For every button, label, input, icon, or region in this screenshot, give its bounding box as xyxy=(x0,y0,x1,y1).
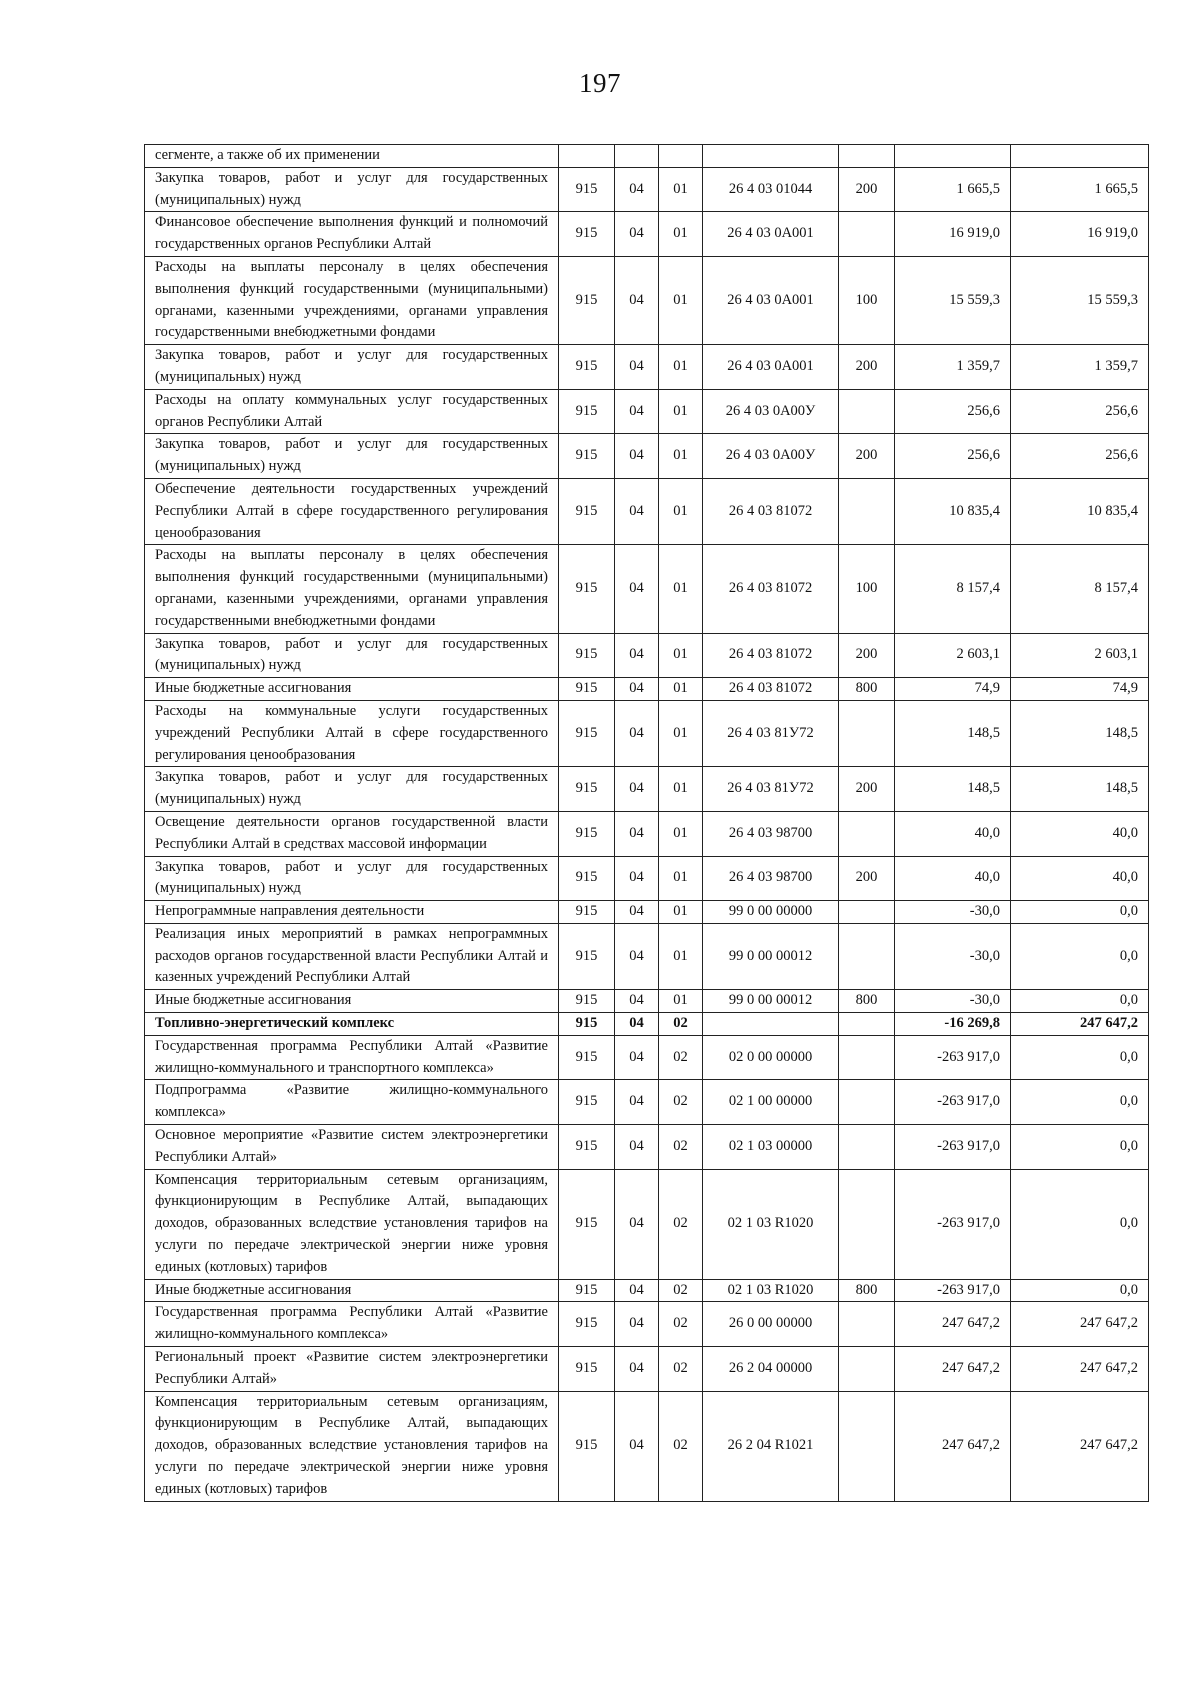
expense-type-cell xyxy=(839,811,895,856)
row-name-cell: Расходы на коммунальные услуги государственных учреждений Республики Алтай в сфере государственного регулирования ценообразования xyxy=(145,700,559,766)
ministry-code-cell: 915 xyxy=(559,633,615,678)
target-article-cell: 26 2 04 R1021 xyxy=(703,1391,839,1501)
subsection-code-cell: 01 xyxy=(659,212,703,257)
row-name-cell: Подпрограмма «Развитие жилищно-коммунального комплекса» xyxy=(145,1080,559,1125)
ministry-code-cell: 915 xyxy=(559,856,615,901)
row-name-cell: Освещение деятельности органов государственной власти Республики Алтай в средствах массовой информации xyxy=(145,811,559,856)
expense-type-cell xyxy=(839,1013,895,1036)
table-row xyxy=(145,478,1149,544)
amount-total-cell: 148,5 xyxy=(1011,700,1149,766)
table-row xyxy=(145,700,1149,766)
subsection-code-cell: 01 xyxy=(659,345,703,390)
amount-total-cell: 148,5 xyxy=(1011,767,1149,812)
ministry-code-cell: 915 xyxy=(559,1035,615,1080)
amount-change-cell: -30,0 xyxy=(895,990,1011,1013)
row-name-cell: Финансовое обеспечение выполнения функций и полномочий государственных органов Республики Алтай xyxy=(145,212,559,257)
expense-type-cell xyxy=(839,1080,895,1125)
section-code-cell: 04 xyxy=(615,1125,659,1170)
target-article-cell: 26 4 03 81072 xyxy=(703,478,839,544)
target-article-cell: 02 1 03 00000 xyxy=(703,1125,839,1170)
expense-type-cell: 200 xyxy=(839,345,895,390)
expense-type-cell: 100 xyxy=(839,256,895,344)
amount-change-cell: 10 835,4 xyxy=(895,478,1011,544)
subsection-code-cell: 02 xyxy=(659,1080,703,1125)
amount-change-cell xyxy=(895,145,1011,168)
amount-change-cell: 74,9 xyxy=(895,678,1011,701)
subsection-code-cell: 01 xyxy=(659,923,703,989)
table-row xyxy=(145,1169,1149,1279)
amount-total-cell: 40,0 xyxy=(1011,811,1149,856)
ministry-code-cell: 915 xyxy=(559,1125,615,1170)
table-row xyxy=(145,1302,1149,1347)
ministry-code-cell: 915 xyxy=(559,256,615,344)
table-row xyxy=(145,990,1149,1013)
row-name-cell: Государственная программа Республики Алтай «Развитие жилищно-коммунального комплекса» xyxy=(145,1302,559,1347)
expense-type-cell xyxy=(839,923,895,989)
row-name-cell: Компенсация территориальным сетевым организациям, функционирующим в Республике Алтай, выпадающих доходов, образованных вследствие установления тарифов на услуги по передаче электрической энергии ниже уровня единых (котловых) тарифов xyxy=(145,1391,559,1501)
table-row xyxy=(145,1080,1149,1125)
row-name-cell: Компенсация территориальным сетевым организациям, функционирующим в Республике Алтай, выпадающих доходов, образованных вследствие установления тарифов на услуги по передаче электрической энергии ниже уровня единых (котловых) тарифов xyxy=(145,1169,559,1279)
amount-total-cell: 0,0 xyxy=(1011,1125,1149,1170)
row-name-cell: Топливно-энергетический комплекс xyxy=(145,1013,559,1036)
row-name-cell: Обеспечение деятельности государственных учреждений Республики Алтай в сфере государственного регулирования ценообразования xyxy=(145,478,559,544)
amount-total-cell: 247 647,2 xyxy=(1011,1391,1149,1501)
amount-change-cell: 15 559,3 xyxy=(895,256,1011,344)
row-name-cell: Основное мероприятие «Развитие систем электроэнергетики Республики Алтай» xyxy=(145,1125,559,1170)
row-name-cell: Иные бюджетные ассигнования xyxy=(145,678,559,701)
amount-total-cell: 256,6 xyxy=(1011,434,1149,479)
target-article-cell: 26 4 03 98700 xyxy=(703,811,839,856)
row-name-cell: Непрограммные направления деятельности xyxy=(145,901,559,924)
section-code-cell: 04 xyxy=(615,856,659,901)
table-row xyxy=(145,1347,1149,1392)
expense-type-cell xyxy=(839,1347,895,1392)
amount-total-cell: 15 559,3 xyxy=(1011,256,1149,344)
expense-type-cell: 800 xyxy=(839,990,895,1013)
expense-type-cell: 200 xyxy=(839,633,895,678)
section-code-cell: 04 xyxy=(615,389,659,434)
row-name-cell: Расходы на выплаты персоналу в целях обеспечения выполнения функций государственными (муниципальными) органами, казенными учреждениями, органами управления государственными внебюджетными фондами xyxy=(145,545,559,633)
table-row xyxy=(145,145,1149,168)
section-code-cell: 04 xyxy=(615,1302,659,1347)
subsection-code-cell: 01 xyxy=(659,434,703,479)
amount-total-cell: 2 603,1 xyxy=(1011,633,1149,678)
expense-type-cell xyxy=(839,1125,895,1170)
section-code-cell: 04 xyxy=(615,478,659,544)
section-code-cell: 04 xyxy=(615,811,659,856)
row-name-cell: Региональный проект «Развитие систем электроэнергетики Республики Алтай» xyxy=(145,1347,559,1392)
expense-type-cell xyxy=(839,1391,895,1501)
table-row xyxy=(145,167,1149,212)
ministry-code-cell: 915 xyxy=(559,990,615,1013)
target-article-cell: 99 0 00 00000 xyxy=(703,901,839,924)
amount-total-cell: 0,0 xyxy=(1011,990,1149,1013)
ministry-code-cell: 915 xyxy=(559,1169,615,1279)
section-code-cell: 04 xyxy=(615,1013,659,1036)
table-row xyxy=(145,1035,1149,1080)
amount-total-cell: 247 647,2 xyxy=(1011,1302,1149,1347)
expense-type-cell: 800 xyxy=(839,1279,895,1302)
amount-change-cell: 40,0 xyxy=(895,856,1011,901)
ministry-code-cell: 915 xyxy=(559,1347,615,1392)
subsection-code-cell: 02 xyxy=(659,1035,703,1080)
amount-change-cell: 1 359,7 xyxy=(895,345,1011,390)
amount-change-cell: -30,0 xyxy=(895,901,1011,924)
section-code-cell: 04 xyxy=(615,700,659,766)
row-name-cell: Закупка товаров, работ и услуг для государственных (муниципальных) нужд xyxy=(145,167,559,212)
ministry-code-cell: 915 xyxy=(559,1279,615,1302)
subsection-code-cell: 01 xyxy=(659,633,703,678)
table-row xyxy=(145,389,1149,434)
expense-type-cell: 800 xyxy=(839,678,895,701)
amount-total-cell: 0,0 xyxy=(1011,1279,1149,1302)
row-name-cell: Закупка товаров, работ и услуг для государственных (муниципальных) нужд xyxy=(145,856,559,901)
target-article-cell: 26 4 03 81У72 xyxy=(703,700,839,766)
amount-change-cell: 2 603,1 xyxy=(895,633,1011,678)
ministry-code-cell: 915 xyxy=(559,389,615,434)
amount-change-cell: 247 647,2 xyxy=(895,1391,1011,1501)
subsection-code-cell: 01 xyxy=(659,167,703,212)
section-code-cell: 04 xyxy=(615,256,659,344)
table-row xyxy=(145,256,1149,344)
section-code-cell: 04 xyxy=(615,434,659,479)
target-article-cell: 26 4 03 81У72 xyxy=(703,767,839,812)
amount-change-cell: 247 647,2 xyxy=(895,1347,1011,1392)
table-row xyxy=(145,811,1149,856)
section-code-cell: 04 xyxy=(615,678,659,701)
target-article-cell: 26 4 03 0А001 xyxy=(703,212,839,257)
table-row xyxy=(145,767,1149,812)
subsection-code-cell: 02 xyxy=(659,1125,703,1170)
expense-type-cell xyxy=(839,1035,895,1080)
subsection-code-cell: 01 xyxy=(659,990,703,1013)
row-name-cell: Закупка товаров, работ и услуг для государственных (муниципальных) нужд xyxy=(145,345,559,390)
amount-change-cell: 1 665,5 xyxy=(895,167,1011,212)
expense-type-cell xyxy=(839,1302,895,1347)
subsection-code-cell: 02 xyxy=(659,1013,703,1036)
table-row xyxy=(145,856,1149,901)
section-code-cell: 04 xyxy=(615,923,659,989)
amount-total-cell: 10 835,4 xyxy=(1011,478,1149,544)
ministry-code-cell: 915 xyxy=(559,545,615,633)
table-row xyxy=(145,1125,1149,1170)
amount-total-cell: 8 157,4 xyxy=(1011,545,1149,633)
section-code-cell: 04 xyxy=(615,167,659,212)
ministry-code-cell xyxy=(559,145,615,168)
table-row xyxy=(145,923,1149,989)
target-article-cell: 99 0 00 00012 xyxy=(703,923,839,989)
row-name-cell: Расходы на оплату коммунальных услуг государственных органов Республики Алтай xyxy=(145,389,559,434)
target-article-cell: 26 4 03 81072 xyxy=(703,633,839,678)
ministry-code-cell: 915 xyxy=(559,167,615,212)
amount-total-cell: 0,0 xyxy=(1011,1080,1149,1125)
section-code-cell: 04 xyxy=(615,990,659,1013)
row-name-cell: Государственная программа Республики Алтай «Развитие жилищно-коммунального и транспортного комплекса» xyxy=(145,1035,559,1080)
subsection-code-cell: 01 xyxy=(659,478,703,544)
table-row xyxy=(145,545,1149,633)
subsection-code-cell: 01 xyxy=(659,545,703,633)
table-row xyxy=(145,1013,1149,1036)
expense-type-cell: 200 xyxy=(839,434,895,479)
section-code-cell: 04 xyxy=(615,1080,659,1125)
amount-change-cell: 148,5 xyxy=(895,700,1011,766)
amount-total-cell: 0,0 xyxy=(1011,1169,1149,1279)
budget-table xyxy=(144,144,1149,1502)
amount-total-cell: 0,0 xyxy=(1011,923,1149,989)
amount-total-cell: 247 647,2 xyxy=(1011,1347,1149,1392)
amount-change-cell: -30,0 xyxy=(895,923,1011,989)
section-code-cell: 04 xyxy=(615,1169,659,1279)
subsection-code-cell: 01 xyxy=(659,389,703,434)
target-article-cell: 26 4 03 0А001 xyxy=(703,345,839,390)
expense-type-cell xyxy=(839,901,895,924)
section-code-cell: 04 xyxy=(615,345,659,390)
ministry-code-cell: 915 xyxy=(559,1302,615,1347)
table-row xyxy=(145,633,1149,678)
subsection-code-cell: 01 xyxy=(659,678,703,701)
section-code-cell: 04 xyxy=(615,633,659,678)
amount-total-cell: 0,0 xyxy=(1011,901,1149,924)
ministry-code-cell: 915 xyxy=(559,923,615,989)
target-article-cell: 26 4 03 0А001 xyxy=(703,256,839,344)
ministry-code-cell: 915 xyxy=(559,811,615,856)
section-code-cell: 04 xyxy=(615,212,659,257)
amount-change-cell: -263 917,0 xyxy=(895,1169,1011,1279)
row-name-cell: сегменте, а также об их применении xyxy=(145,145,559,168)
table-row xyxy=(145,212,1149,257)
ministry-code-cell: 915 xyxy=(559,478,615,544)
row-name-cell: Закупка товаров, работ и услуг для государственных (муниципальных) нужд xyxy=(145,434,559,479)
row-name-cell: Закупка товаров, работ и услуг для государственных (муниципальных) нужд xyxy=(145,767,559,812)
amount-total-cell: 1 665,5 xyxy=(1011,167,1149,212)
table-body xyxy=(145,145,1149,1502)
subsection-code-cell: 01 xyxy=(659,700,703,766)
target-article-cell: 02 1 03 R1020 xyxy=(703,1279,839,1302)
ministry-code-cell: 915 xyxy=(559,345,615,390)
target-article-cell: 26 4 03 0А00У xyxy=(703,389,839,434)
ministry-code-cell: 915 xyxy=(559,678,615,701)
subsection-code-cell: 02 xyxy=(659,1169,703,1279)
subsection-code-cell: 02 xyxy=(659,1279,703,1302)
subsection-code-cell: 01 xyxy=(659,767,703,812)
amount-change-cell: 247 647,2 xyxy=(895,1302,1011,1347)
target-article-cell: 26 2 04 00000 xyxy=(703,1347,839,1392)
expense-type-cell xyxy=(839,212,895,257)
row-name-cell: Реализация иных мероприятий в рамках непрограммных расходов органов государственной власти Республики Алтай и казенных учреждений Республики Алтай xyxy=(145,923,559,989)
amount-change-cell: -263 917,0 xyxy=(895,1035,1011,1080)
subsection-code-cell: 01 xyxy=(659,901,703,924)
expense-type-cell xyxy=(839,1169,895,1279)
amount-total-cell: 256,6 xyxy=(1011,389,1149,434)
ministry-code-cell: 915 xyxy=(559,901,615,924)
ministry-code-cell: 915 xyxy=(559,212,615,257)
expense-type-cell xyxy=(839,700,895,766)
amount-change-cell: 256,6 xyxy=(895,434,1011,479)
table-row xyxy=(145,1391,1149,1501)
amount-change-cell: 148,5 xyxy=(895,767,1011,812)
ministry-code-cell: 915 xyxy=(559,1080,615,1125)
expense-type-cell: 200 xyxy=(839,767,895,812)
amount-change-cell: -16 269,8 xyxy=(895,1013,1011,1036)
amount-total-cell xyxy=(1011,145,1149,168)
table-row xyxy=(145,901,1149,924)
row-name-cell: Иные бюджетные ассигнования xyxy=(145,1279,559,1302)
table-row xyxy=(145,345,1149,390)
amount-change-cell: -263 917,0 xyxy=(895,1125,1011,1170)
amount-change-cell: 40,0 xyxy=(895,811,1011,856)
amount-total-cell: 247 647,2 xyxy=(1011,1013,1149,1036)
amount-change-cell: 8 157,4 xyxy=(895,545,1011,633)
target-article-cell xyxy=(703,1013,839,1036)
table-row xyxy=(145,434,1149,479)
section-code-cell: 04 xyxy=(615,1391,659,1501)
subsection-code-cell: 02 xyxy=(659,1391,703,1501)
target-article-cell: 02 1 00 00000 xyxy=(703,1080,839,1125)
section-code-cell: 04 xyxy=(615,1035,659,1080)
page-number: 197 xyxy=(579,68,621,98)
expense-type-cell xyxy=(839,478,895,544)
amount-total-cell: 16 919,0 xyxy=(1011,212,1149,257)
expense-type-cell: 100 xyxy=(839,545,895,633)
expense-type-cell xyxy=(839,389,895,434)
target-article-cell: 26 4 03 98700 xyxy=(703,856,839,901)
table-row xyxy=(145,1279,1149,1302)
subsection-code-cell: 01 xyxy=(659,256,703,344)
subsection-code-cell: 01 xyxy=(659,856,703,901)
section-code-cell: 04 xyxy=(615,901,659,924)
section-code-cell xyxy=(615,145,659,168)
amount-total-cell: 0,0 xyxy=(1011,1035,1149,1080)
expense-type-cell: 200 xyxy=(839,856,895,901)
subsection-code-cell: 01 xyxy=(659,811,703,856)
amount-total-cell: 74,9 xyxy=(1011,678,1149,701)
amount-total-cell: 1 359,7 xyxy=(1011,345,1149,390)
amount-change-cell: -263 917,0 xyxy=(895,1080,1011,1125)
amount-change-cell: -263 917,0 xyxy=(895,1279,1011,1302)
expense-type-cell xyxy=(839,145,895,168)
ministry-code-cell: 915 xyxy=(559,434,615,479)
ministry-code-cell: 915 xyxy=(559,1013,615,1036)
amount-change-cell: 16 919,0 xyxy=(895,212,1011,257)
section-code-cell: 04 xyxy=(615,545,659,633)
subsection-code-cell: 02 xyxy=(659,1302,703,1347)
subsection-code-cell: 02 xyxy=(659,1347,703,1392)
target-article-cell: 02 1 03 R1020 xyxy=(703,1169,839,1279)
amount-total-cell: 40,0 xyxy=(1011,856,1149,901)
section-code-cell: 04 xyxy=(615,767,659,812)
ministry-code-cell: 915 xyxy=(559,1391,615,1501)
target-article-cell: 26 4 03 01044 xyxy=(703,167,839,212)
amount-change-cell: 256,6 xyxy=(895,389,1011,434)
row-name-cell: Иные бюджетные ассигнования xyxy=(145,990,559,1013)
target-article-cell: 99 0 00 00012 xyxy=(703,990,839,1013)
target-article-cell: 02 0 00 00000 xyxy=(703,1035,839,1080)
table-row xyxy=(145,678,1149,701)
target-article-cell: 26 4 03 81072 xyxy=(703,545,839,633)
subsection-code-cell xyxy=(659,145,703,168)
row-name-cell: Закупка товаров, работ и услуг для государственных (муниципальных) нужд xyxy=(145,633,559,678)
ministry-code-cell: 915 xyxy=(559,767,615,812)
target-article-cell: 26 4 03 0А00У xyxy=(703,434,839,479)
ministry-code-cell: 915 xyxy=(559,700,615,766)
expense-type-cell: 200 xyxy=(839,167,895,212)
target-article-cell: 26 0 00 00000 xyxy=(703,1302,839,1347)
target-article-cell xyxy=(703,145,839,168)
section-code-cell: 04 xyxy=(615,1347,659,1392)
row-name-cell: Расходы на выплаты персоналу в целях обеспечения выполнения функций государственными (муниципальными) органами, казенными учреждениями, органами управления государственными внебюджетными фондами xyxy=(145,256,559,344)
target-article-cell: 26 4 03 81072 xyxy=(703,678,839,701)
section-code-cell: 04 xyxy=(615,1279,659,1302)
